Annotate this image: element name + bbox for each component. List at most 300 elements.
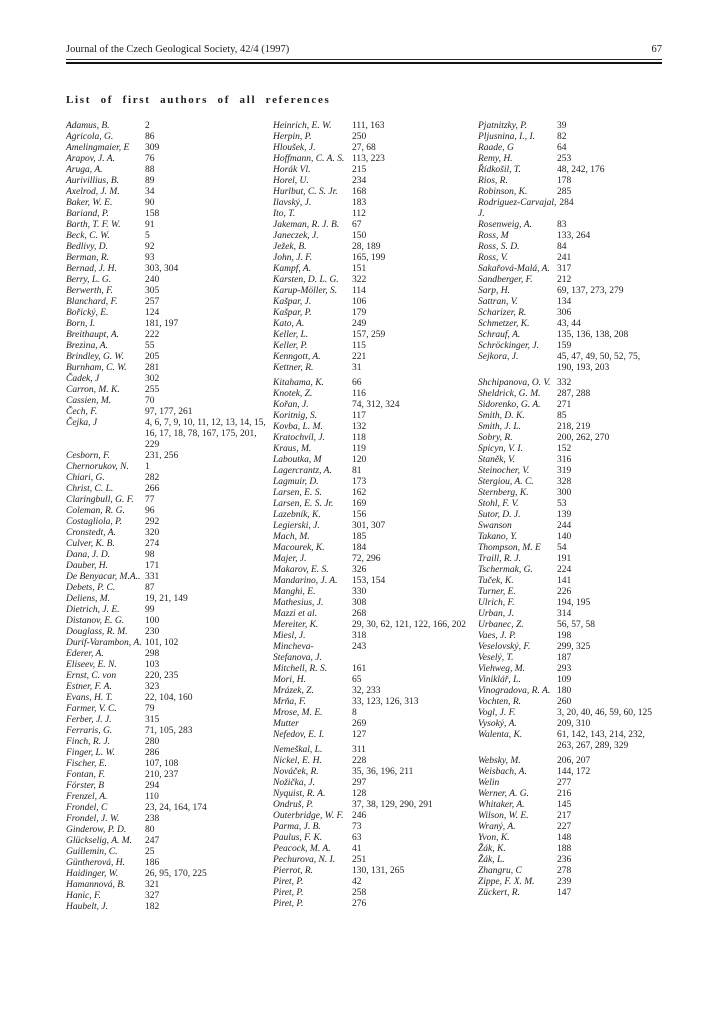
author-pages: 332 <box>557 378 572 388</box>
author-name-line: Rosenweig, A. <box>478 220 532 230</box>
author-row <box>273 778 478 789</box>
author-name <box>66 198 145 209</box>
author-name <box>66 264 145 275</box>
author-pages: 182 <box>145 902 160 912</box>
author-name <box>478 242 557 253</box>
author-index <box>66 121 662 913</box>
author-name <box>478 833 557 844</box>
author-row <box>273 708 478 719</box>
author-row <box>66 616 273 627</box>
author-name <box>273 154 352 165</box>
author-pages: 315 <box>145 715 160 725</box>
author-row <box>66 187 273 198</box>
author-row <box>273 565 478 576</box>
author-pages: 165, 199 <box>352 253 386 263</box>
author-row <box>478 653 662 664</box>
author-pages: 200, 262, 270 <box>557 433 610 443</box>
author-pages: 130, 131, 265 <box>352 866 405 876</box>
author-row <box>66 495 273 506</box>
author-name-line: Žák, L. <box>478 855 505 865</box>
author-row <box>66 627 273 638</box>
author-name-line: Beck, C. W. <box>66 231 110 241</box>
author-name <box>66 737 145 748</box>
author-name <box>478 187 557 198</box>
author-name <box>478 253 557 264</box>
author-pages: 236 <box>557 855 572 865</box>
author-row <box>273 143 478 154</box>
author-name <box>273 789 352 800</box>
author-pages: 90 <box>145 198 155 208</box>
author-row <box>478 756 662 767</box>
author-row <box>478 664 662 675</box>
author-name-line: Staněk, V. <box>478 455 516 465</box>
author-name-line: Axelrod, J. M. <box>66 187 120 197</box>
author-name <box>478 675 557 686</box>
author-row <box>478 877 662 888</box>
author-row <box>478 187 662 198</box>
author-pages: 282 <box>145 473 160 483</box>
author-pages: 327 <box>145 891 160 901</box>
author-pages: 124 <box>145 308 160 318</box>
author-pages: 300 <box>557 488 572 498</box>
author-name <box>66 374 145 385</box>
author-name <box>478 198 559 220</box>
author-name-line: Evans, H. T. <box>66 693 113 703</box>
author-pages: 98 <box>145 550 155 560</box>
author-name <box>66 616 145 627</box>
author-pages: 79 <box>145 704 155 714</box>
author-name-line: Spicyn, V. I. <box>478 444 523 454</box>
author-name <box>66 803 145 814</box>
author-row <box>478 165 662 176</box>
author-name-line: Herpin, P. <box>273 132 312 142</box>
author-name-line: Mori, H. <box>273 675 306 685</box>
author-row <box>66 253 273 264</box>
author-name <box>273 631 352 642</box>
author-name <box>66 627 145 638</box>
author-row <box>66 374 273 385</box>
author-name <box>478 132 557 143</box>
author-pages: 8 <box>352 708 357 718</box>
author-row <box>273 730 478 741</box>
author-name-line: Finger, L. W. <box>66 748 116 758</box>
author-name <box>273 888 352 899</box>
author-row <box>478 341 662 352</box>
author-pages: 151 <box>352 264 367 274</box>
author-row <box>478 411 662 422</box>
author-name-line: Manghi, E. <box>273 587 316 597</box>
author-pages: 1 <box>145 462 150 472</box>
author-pages: 206, 207 <box>557 756 591 766</box>
author-pages: 35, 36, 196, 211 <box>352 767 414 777</box>
author-name-line: Kraus, M. <box>273 444 312 454</box>
author-name <box>66 187 145 198</box>
author-pages: 227 <box>557 822 572 832</box>
author-pages: 150 <box>352 231 367 241</box>
author-row <box>66 561 273 572</box>
author-name-line: Ross, M <box>478 231 509 241</box>
author-row <box>273 242 478 253</box>
author-row <box>478 231 662 242</box>
author-name-line: Tuček, K. <box>478 576 514 586</box>
author-name-line: Chernorukov, N. <box>66 462 129 472</box>
author-row <box>273 664 478 675</box>
author-pages: 231, 256 <box>145 451 179 461</box>
author-name-line: Hloušek, J. <box>273 143 316 153</box>
author-name <box>478 800 557 811</box>
author-name <box>478 510 557 521</box>
author-row <box>66 319 273 330</box>
author-row <box>478 264 662 275</box>
author-pages: 139 <box>557 510 572 520</box>
author-name-line: Ulrich, F. <box>478 598 515 608</box>
author-name-line: Bedlivy, D. <box>66 242 108 252</box>
author-row <box>273 789 478 800</box>
author-name-line: Tschermak, G. <box>478 565 533 575</box>
author-name <box>478 609 557 620</box>
author-name-line: Macourek, K. <box>273 543 325 553</box>
author-name <box>478 433 557 444</box>
author-pages: 191 <box>557 554 572 564</box>
author-name <box>66 770 145 781</box>
author-pages: 26, 95, 170, 225 <box>145 869 207 879</box>
author-pages: 103 <box>145 660 160 670</box>
author-name-line: J. <box>478 209 485 219</box>
author-pages: 241 <box>557 253 572 263</box>
author-name <box>273 400 352 411</box>
author-row <box>478 242 662 253</box>
author-name <box>66 418 145 429</box>
author-name-line: Nefedov, E. I. <box>273 730 325 740</box>
author-name-line: Frondel, J. W. <box>66 814 120 824</box>
author-name-line: Ito, T. <box>273 209 296 219</box>
author-name <box>273 800 352 811</box>
author-name <box>478 789 557 800</box>
author-pages: 34 <box>145 187 155 197</box>
journal-title: Journal of the Czech Geological Society, 42/4 (1997) <box>66 44 290 55</box>
author-name-line: Swanson <box>478 521 512 531</box>
author-pages: 147 <box>557 888 572 898</box>
author-row <box>66 154 273 165</box>
author-name-line: Rios, R. <box>478 176 508 186</box>
author-row <box>66 528 273 539</box>
author-row <box>66 297 273 308</box>
author-name <box>273 554 352 565</box>
author-pages: 134 <box>557 297 572 307</box>
author-row <box>273 888 478 899</box>
author-pages: 271 <box>557 400 572 410</box>
author-name <box>66 363 145 374</box>
author-name-line: Barth, T. F. W. <box>66 220 121 230</box>
author-pages: 159 <box>557 341 572 351</box>
author-name-line: Sattran, V. <box>478 297 518 307</box>
author-name-line: Kořan, J. <box>273 400 309 410</box>
author-name <box>273 319 352 330</box>
author-pages: 210, 237 <box>145 770 179 780</box>
author-row <box>273 165 478 176</box>
author-row <box>273 697 478 708</box>
author-row <box>66 341 273 352</box>
author-pages: 114 <box>352 286 366 296</box>
author-pages: 239 <box>557 877 572 887</box>
author-row <box>478 767 662 778</box>
author-row <box>66 594 273 605</box>
author-name <box>66 880 145 891</box>
author-pages: 66 <box>352 378 362 388</box>
author-name <box>273 767 352 778</box>
author-row <box>273 121 478 132</box>
author-pages: 92 <box>145 242 155 252</box>
author-name-line: Sutor, D. J. <box>478 510 521 520</box>
author-row <box>66 880 273 891</box>
author-row <box>478 433 662 444</box>
author-name <box>66 715 145 726</box>
author-pages: 119 <box>352 444 366 454</box>
author-row <box>273 631 478 642</box>
author-pages: 86 <box>145 132 155 142</box>
author-row <box>66 418 273 451</box>
author-name-line: Frenzel, A. <box>66 792 108 802</box>
author-name <box>478 844 557 855</box>
author-name <box>478 620 557 631</box>
author-name <box>66 583 145 594</box>
author-name <box>273 510 352 521</box>
author-row <box>273 220 478 231</box>
author-pages: 157, 259 <box>352 330 386 340</box>
author-name-line: Schmetzer, K. <box>478 319 530 329</box>
author-name <box>273 899 352 910</box>
author-row <box>66 220 273 231</box>
author-name <box>66 165 145 176</box>
author-row <box>478 675 662 686</box>
author-name-line: Nyquist, R. A. <box>273 789 326 799</box>
author-pages: 216 <box>557 789 572 799</box>
author-pages: 238 <box>145 814 160 824</box>
author-name-line: Breithaupt, A. <box>66 330 120 340</box>
author-pages: 301, 307 <box>352 521 386 531</box>
author-name <box>273 642 352 664</box>
author-pages: 297 <box>352 778 367 788</box>
author-name-line: Piret, P. <box>273 899 304 909</box>
author-row <box>478 888 662 899</box>
author-name-line: Born, I. <box>66 319 96 329</box>
author-pages: 180 <box>557 686 572 696</box>
author-name-line: Burnham, C. W. <box>66 363 127 373</box>
author-pages: 93 <box>145 253 155 263</box>
author-pages: 71, 105, 283 <box>145 726 193 736</box>
author-pages: 181, 197 <box>145 319 179 329</box>
author-name-line: Karup-Möller, S. <box>273 286 338 296</box>
author-name <box>273 598 352 609</box>
author-name <box>66 396 145 407</box>
author-pages: 294 <box>145 781 160 791</box>
author-name <box>66 451 145 462</box>
author-pages: 220, 235 <box>145 671 179 681</box>
author-row <box>478 455 662 466</box>
author-name-line: Stefanova, J. <box>273 653 322 663</box>
author-name-line: Eliseev, E. N. <box>66 660 117 670</box>
author-name <box>478 532 557 543</box>
author-name-line: Karsten, D. L. G. <box>273 275 339 285</box>
author-name <box>66 253 145 264</box>
author-pages: 173 <box>352 477 367 487</box>
author-row <box>478 444 662 455</box>
author-pages: 96 <box>145 506 155 516</box>
header-rule <box>66 59 662 64</box>
author-name <box>273 444 352 455</box>
author-pages: 152 <box>557 444 572 454</box>
author-row <box>478 730 662 752</box>
author-name-line: Smith, D. K. <box>478 411 525 421</box>
author-name-line: Sejkora, J. <box>478 352 519 362</box>
author-pages: 188 <box>557 844 572 854</box>
author-name <box>273 352 352 363</box>
author-pages: 280 <box>145 737 160 747</box>
author-pages: 284 <box>559 198 574 208</box>
author-name <box>478 888 557 899</box>
author-name-line: Shchipanova, O. V. <box>478 378 551 388</box>
author-name <box>66 154 145 165</box>
author-pages: 112 <box>352 209 366 219</box>
author-pages: 144, 172 <box>557 767 591 777</box>
author-name <box>273 675 352 686</box>
author-row <box>478 477 662 488</box>
author-pages: 251 <box>352 855 367 865</box>
author-name-line: Miesl, J. <box>273 631 306 641</box>
author-name <box>273 499 352 510</box>
author-name-line: Nemeškal, L. <box>273 745 323 755</box>
author-name-line: Řídkošil, T. <box>478 165 521 175</box>
author-pages: 82 <box>557 132 567 142</box>
author-name <box>478 411 557 422</box>
author-name <box>273 466 352 477</box>
author-name-line: Paulus, F. K. <box>273 833 323 843</box>
author-name <box>66 506 145 517</box>
author-name <box>478 664 557 675</box>
author-row <box>478 510 662 521</box>
author-name <box>478 855 557 866</box>
author-name-line: Glückselig, A. M. <box>66 836 133 846</box>
author-name-line: Förster, B <box>66 781 104 791</box>
author-pages: 298 <box>145 649 160 659</box>
author-name <box>478 708 557 719</box>
author-name-line: Sandberger, F. <box>478 275 533 285</box>
author-row <box>273 308 478 319</box>
author-name-line: Ježek, B. <box>273 242 307 252</box>
author-name-line: Čech, F. <box>66 407 98 417</box>
author-row <box>66 605 273 616</box>
author-pages: 133, 264 <box>557 231 591 241</box>
author-name <box>478 642 557 653</box>
author-name-line: Pechurova, N. I. <box>273 855 336 865</box>
author-row <box>273 745 478 756</box>
author-pages: 117 <box>352 411 366 421</box>
author-row <box>478 631 662 642</box>
author-name <box>66 550 145 561</box>
author-name-line: Agricola, G. <box>66 132 114 142</box>
author-name <box>66 495 145 506</box>
author-name-line: Urbanec, Z. <box>478 620 524 630</box>
author-row <box>273 866 478 877</box>
author-name-line: Kenngott, A. <box>273 352 321 362</box>
author-row <box>273 286 478 297</box>
author-pages: 2 <box>145 121 150 131</box>
author-name <box>478 286 557 297</box>
author-row <box>273 510 478 521</box>
author-name <box>273 576 352 587</box>
author-pages: 183 <box>352 198 367 208</box>
author-row <box>273 620 478 631</box>
author-name-line: Dietrich, J. E. <box>66 605 120 615</box>
author-name-line: Brezina, A. <box>66 341 108 351</box>
author-row <box>273 433 478 444</box>
author-name <box>478 866 557 877</box>
author-name <box>273 231 352 242</box>
author-pages: 106 <box>352 297 367 307</box>
author-name-line: Mincheva- <box>273 642 314 652</box>
author-name-line: Kettner, R. <box>273 363 314 373</box>
author-name-line: Sarp, H. <box>478 286 510 296</box>
author-row <box>66 836 273 847</box>
author-pages: 247 <box>145 836 160 846</box>
author-name <box>273 198 352 209</box>
author-row <box>66 132 273 143</box>
author-name-line: Čejka, J <box>66 418 98 428</box>
author-pages: 258 <box>352 888 367 898</box>
author-row <box>66 484 273 495</box>
author-pages: 250 <box>352 132 367 142</box>
author-row <box>273 877 478 888</box>
author-name <box>66 275 145 286</box>
author-name-line: Ilavský, J. <box>273 198 312 208</box>
author-name-line: Remy, H. <box>478 154 513 164</box>
author-pages: 28, 189 <box>352 242 381 252</box>
author-name <box>273 455 352 466</box>
author-name <box>273 433 352 444</box>
author-name-line: Walenta, K. <box>478 730 523 740</box>
author-row <box>478 620 662 631</box>
author-row <box>66 704 273 715</box>
author-name <box>273 378 352 389</box>
author-name-line: Weisbach, A. <box>478 767 527 777</box>
author-name-line: Kašpar, J. <box>273 297 312 307</box>
author-name-line: Pierrot, R. <box>273 866 314 876</box>
author-row <box>478 811 662 822</box>
author-name <box>478 308 557 319</box>
author-row <box>66 737 273 748</box>
author-name <box>66 561 145 572</box>
author-name <box>478 165 557 176</box>
author-name <box>273 708 352 719</box>
author-name-line: Robinson, K. <box>478 187 528 197</box>
author-pages: 56, 57, 58 <box>557 620 595 630</box>
author-row <box>273 855 478 866</box>
author-pages: 43, 44 <box>557 319 581 329</box>
author-name-line: Berman, R. <box>66 253 110 263</box>
author-pages: 320 <box>145 528 160 538</box>
author-name-line: Viehweg, M. <box>478 664 526 674</box>
author-name <box>66 594 145 605</box>
author-name <box>273 697 352 708</box>
author-name <box>273 565 352 576</box>
author-name <box>273 811 352 822</box>
author-pages: 31 <box>352 363 362 373</box>
author-row <box>478 789 662 800</box>
author-name <box>273 756 352 767</box>
author-name-line: Rodriguez-Carvajal, <box>478 198 557 208</box>
author-row <box>273 187 478 198</box>
author-row <box>273 444 478 455</box>
